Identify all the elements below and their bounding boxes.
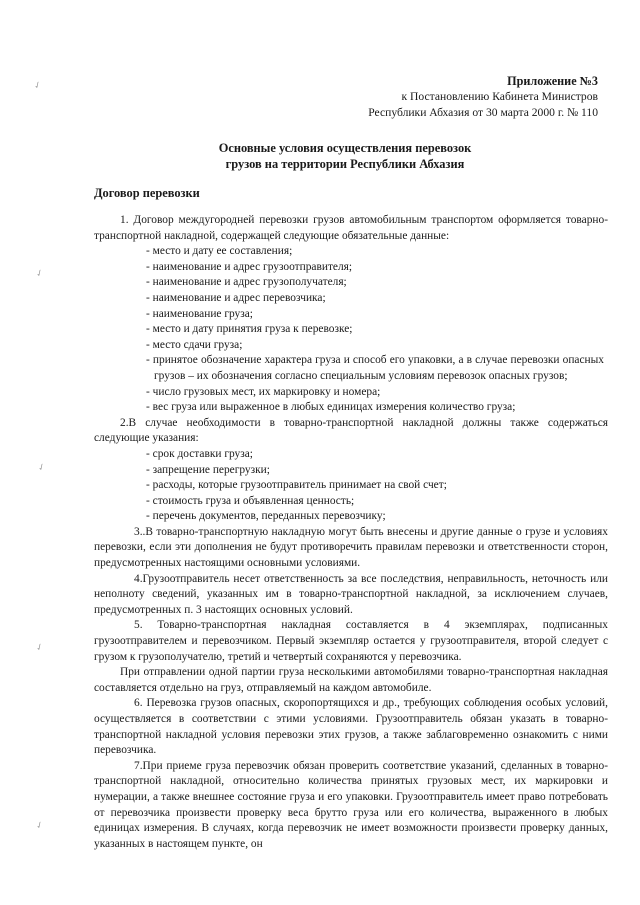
scan-speck: ✓ xyxy=(34,640,46,654)
paragraph-2: 2.В случае необходимости в товарно-транспортной накладной должны также содержаться следующие указания: xyxy=(94,416,608,445)
appendix-header xyxy=(238,73,598,121)
document-title xyxy=(80,140,610,172)
document-body xyxy=(94,213,608,852)
document-title-line: грузов на территории Республики Абхазия xyxy=(225,157,465,171)
scan-speck: ✓ xyxy=(34,266,46,280)
paragraph-6: 6. Перевозка грузов опасных, скоропортящихся и др., требующих соблюдения особых условий, осуществляется в соответствии с этими условиями. Грузоотправитель обязан указать в товарно-транспортной накладной условия перевозки этих грузов, а также заблаговременно ознакомить с ними перевозчика. xyxy=(94,697,608,757)
list-item: - число грузовых мест, их маркировку и номера; xyxy=(146,385,381,398)
scan-speck: ✓ xyxy=(34,818,46,832)
required-data-list xyxy=(94,244,608,416)
appendix-title: Приложение №3 xyxy=(507,74,598,88)
list-item: - наименование и адрес грузоотправителя; xyxy=(146,260,353,273)
paragraph-4: 4.Грузоотправитель несет ответственность за все последствия, неправильность, неточность или неполноту сведений, указанных им в товарно-транспортной накладной, за исключением случаев, предусмотренных п. 3 настоящих основных условий. xyxy=(94,572,608,616)
list-item: - место и дату ее составления; xyxy=(146,245,293,258)
list-item: - наименование и адрес грузополучателя; xyxy=(146,276,347,289)
appendix-date: Республики Абхазия от 30 марта 2000 г. № 110 xyxy=(368,106,598,119)
paragraph-3: 3..В товарно-транспортную накладную могут быть внесены и другие данные о грузе и условиях перевозки, если эти дополнения не будут противоречить правилам перевозки и ответственности сторон, предусмотренных настоящими основными условиями. xyxy=(94,525,608,570)
paragraph-7: 7.При приеме груза перевозчик обязан проверить соответствие указаний, сделанных в товарно-транспортной накладной, относительно количества принятых грузовых мест, их маркировки и нумерации, а также внешнее состояние груза и его упаковки. Грузоотправитель имеет право потребовать от перевозчика произвести проверку веса брутто груза или его количества, выраженного в любых единицах измерения. В случаях, когда перевозчик не имеет возможности произвести проверку данных, указанных в настоящем пункте, он xyxy=(94,759,608,850)
document-title-line: Основные условия осуществления перевозок xyxy=(218,141,472,155)
list-item: - наименование и адрес перевозчика; xyxy=(146,291,326,304)
list-item: - запрещение перегрузки; xyxy=(146,463,270,476)
list-item: - перечень документов, переданных перевозчику; xyxy=(146,510,386,523)
list-item: - принятое обозначение характера груза и способ его упаковки, а в случае перевозки опасных грузов – их обозначения согласно специальным условиям перевозок опасных грузов; xyxy=(146,354,604,382)
scan-speck: ✓ xyxy=(32,78,44,92)
list-item: - расходы, которые грузоотправитель принимает на свой счет; xyxy=(146,479,447,492)
list-item: - наименование груза; xyxy=(146,307,253,320)
list-item: - вес груза или выраженное в любых единицах измерения количество груза; xyxy=(146,401,516,414)
list-item: - место и дату принятия груза к перевозке; xyxy=(146,323,353,336)
list-item: - место сдачи груза; xyxy=(146,338,243,351)
paragraph-5b: При отправлении одной партии груза несколькими автомобилями товарно-транспортная накладная составляется отдельно на груз, отправляемый на каждом автомобиле. xyxy=(94,666,608,694)
list-item: - стоимость груза и объявленная ценность; xyxy=(146,494,355,507)
paragraph-5: 5. Товарно-транспортная накладная составляется в 4 экземплярах, подписанных грузоотправителем и перевозчиком. Первый экземпляр остается у грузоотправителя, второй следует с грузом к грузополучателю, третий и четвертый сохраняются у перевозчика. xyxy=(94,619,608,663)
section-heading: Договор перевозки xyxy=(94,186,200,200)
paragraph-1: 1. Договор междугородней перевозки грузов автомобильным транспортом оформляется товарно-транспортной накладной, содержащей следующие обязательные данные: xyxy=(94,214,608,242)
appendix-reference: к Постановлению Кабинета Министров xyxy=(401,90,598,103)
optional-data-list xyxy=(94,447,608,525)
list-item: - срок доставки груза; xyxy=(146,447,253,460)
scan-speck: ✓ xyxy=(36,460,48,474)
